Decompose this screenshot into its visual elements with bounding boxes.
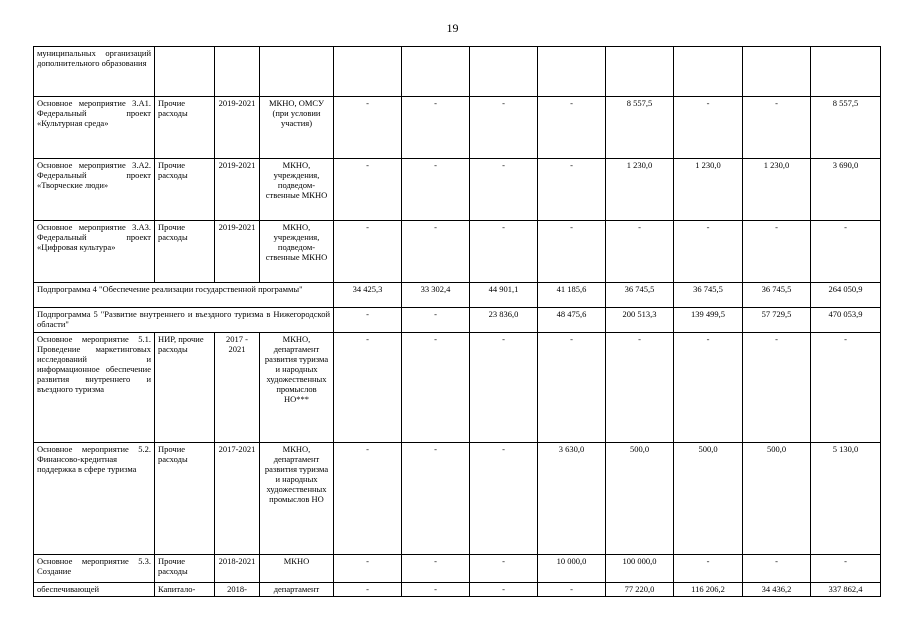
value-cell: 34 436,2 xyxy=(743,583,811,597)
table-body xyxy=(34,47,881,597)
event-title-cell: Основное мероприятие 5.2. Финансово-кредитная поддержка в сфере туризма xyxy=(34,443,155,555)
value-cell: - xyxy=(538,221,606,283)
value-cell: - xyxy=(538,159,606,221)
table-row xyxy=(34,159,881,221)
value-cell: - xyxy=(470,555,538,583)
value-cell xyxy=(334,47,402,97)
value-cell: - xyxy=(470,443,538,555)
value-cell: - xyxy=(402,555,470,583)
value-cell: - xyxy=(743,97,811,159)
expense-type-cell: Прочие расходы xyxy=(155,443,215,555)
value-cell: 48 475,6 xyxy=(538,308,606,333)
value-cell: 1 230,0 xyxy=(606,159,674,221)
subprogram-title-cell: Подпрограмма 4 "Обеспечение реализации государственной программы" xyxy=(34,283,334,308)
value-cell: - xyxy=(674,97,743,159)
value-cell: - xyxy=(470,583,538,597)
value-cell: 36 745,5 xyxy=(606,283,674,308)
value-cell: 139 499,5 xyxy=(674,308,743,333)
value-cell: 500,0 xyxy=(674,443,743,555)
years-cell: 2017 - 2021 xyxy=(215,333,260,443)
value-cell: 1 230,0 xyxy=(743,159,811,221)
value-cell: - xyxy=(334,443,402,555)
event-title-cell: муниципальных организаций дополнительного образования xyxy=(34,47,155,97)
value-cell xyxy=(538,47,606,97)
value-cell: 10 000,0 xyxy=(538,555,606,583)
table-row xyxy=(34,283,881,308)
expense-type-cell: Капитало- xyxy=(155,583,215,597)
executor-cell: МКНО, департамент развития туризма и народных художественных промыслов НО xyxy=(260,443,334,555)
executor-cell: МКНО, департамент развития туризма и народных художественных промыслов НО*** xyxy=(260,333,334,443)
value-cell: 3 690,0 xyxy=(811,159,881,221)
value-cell: - xyxy=(334,308,402,333)
event-title-cell: Основное мероприятие 3.А1. Федеральный проект «Культурная среда» xyxy=(34,97,155,159)
value-cell: 8 557,5 xyxy=(606,97,674,159)
value-cell: - xyxy=(538,583,606,597)
page-number: 19 xyxy=(446,21,459,35)
executor-cell: МКНО, учреждения, подведом-ственные МКНО xyxy=(260,221,334,283)
value-cell: - xyxy=(606,333,674,443)
expense-type-cell: Прочие расходы xyxy=(155,221,215,283)
value-cell: - xyxy=(402,159,470,221)
value-cell: 34 425,3 xyxy=(334,283,402,308)
years-cell xyxy=(215,47,260,97)
table-row xyxy=(34,583,881,597)
value-cell: - xyxy=(334,333,402,443)
expense-type-cell: Прочие расходы xyxy=(155,159,215,221)
value-cell xyxy=(811,47,881,97)
value-cell: - xyxy=(470,221,538,283)
value-cell: 33 302,4 xyxy=(402,283,470,308)
value-cell: - xyxy=(743,555,811,583)
table-row xyxy=(34,221,881,283)
value-cell: 500,0 xyxy=(743,443,811,555)
table-row xyxy=(34,443,881,555)
event-title-cell: Основное мероприятие 3.А3. Федеральный проект «Цифровая культура» xyxy=(34,221,155,283)
expense-type-cell xyxy=(155,47,215,97)
value-cell: - xyxy=(402,443,470,555)
value-cell: - xyxy=(334,221,402,283)
value-cell: - xyxy=(743,333,811,443)
expense-type-cell: Прочие расходы xyxy=(155,555,215,583)
event-title-cell: Основное мероприятие 5.3. Создание xyxy=(34,555,155,583)
years-cell: 2019-2021 xyxy=(215,97,260,159)
subprogram-title-cell: Подпрограмма 5 "Развитие внутреннего и въездного туризма в Нижегородской области" xyxy=(34,308,334,333)
value-cell: 500,0 xyxy=(606,443,674,555)
expense-type-cell: Прочие расходы xyxy=(155,97,215,159)
value-cell: - xyxy=(402,583,470,597)
value-cell: - xyxy=(470,159,538,221)
table-row xyxy=(34,47,881,97)
value-cell: 470 053,9 xyxy=(811,308,881,333)
value-cell: 36 745,5 xyxy=(674,283,743,308)
value-cell: - xyxy=(811,555,881,583)
value-cell: 337 862,4 xyxy=(811,583,881,597)
event-title-cell: Основное мероприятие 5.1. Проведение маркетинговых исследований и информационное обеспечение развития внутреннего и въездного туризма xyxy=(34,333,155,443)
table-row xyxy=(34,97,881,159)
budget-table xyxy=(33,46,881,597)
value-cell: 57 729,5 xyxy=(743,308,811,333)
value-cell: - xyxy=(674,333,743,443)
value-cell: 8 557,5 xyxy=(811,97,881,159)
value-cell: 264 050,9 xyxy=(811,283,881,308)
table-row xyxy=(34,308,881,333)
value-cell: 5 130,0 xyxy=(811,443,881,555)
value-cell: - xyxy=(606,221,674,283)
years-cell: 2019-2021 xyxy=(215,221,260,283)
value-cell: - xyxy=(470,333,538,443)
value-cell: 100 000,0 xyxy=(606,555,674,583)
value-cell: - xyxy=(334,555,402,583)
value-cell: 3 630,0 xyxy=(538,443,606,555)
value-cell: - xyxy=(402,221,470,283)
expense-type-cell: НИР, прочие расходы xyxy=(155,333,215,443)
years-cell: 2019-2021 xyxy=(215,159,260,221)
executor-cell: МКНО, ОМСУ (при условии участия) xyxy=(260,97,334,159)
value-cell: - xyxy=(743,221,811,283)
value-cell xyxy=(606,47,674,97)
value-cell: 1 230,0 xyxy=(674,159,743,221)
executor-cell: департамент xyxy=(260,583,334,597)
value-cell: - xyxy=(811,333,881,443)
value-cell: - xyxy=(538,97,606,159)
value-cell: - xyxy=(470,97,538,159)
value-cell: - xyxy=(674,555,743,583)
value-cell: 200 513,3 xyxy=(606,308,674,333)
executor-cell xyxy=(260,47,334,97)
value-cell: - xyxy=(674,221,743,283)
value-cell: 116 206,2 xyxy=(674,583,743,597)
value-cell xyxy=(470,47,538,97)
table-row xyxy=(34,555,881,583)
value-cell: - xyxy=(334,97,402,159)
value-cell: 36 745,5 xyxy=(743,283,811,308)
value-cell: - xyxy=(334,159,402,221)
years-cell: 2018- xyxy=(215,583,260,597)
value-cell: - xyxy=(402,333,470,443)
executor-cell: МКНО, учреждения, подведом-ственные МКНО xyxy=(260,159,334,221)
value-cell xyxy=(743,47,811,97)
event-title-cell: обеспечивающей xyxy=(34,583,155,597)
years-cell: 2017-2021 xyxy=(215,443,260,555)
value-cell: - xyxy=(538,333,606,443)
table-row xyxy=(34,333,881,443)
value-cell: 77 220,0 xyxy=(606,583,674,597)
value-cell: - xyxy=(402,308,470,333)
value-cell: - xyxy=(811,221,881,283)
years-cell: 2018-2021 xyxy=(215,555,260,583)
value-cell xyxy=(402,47,470,97)
event-title-cell: Основное мероприятие 3.А2. Федеральный проект «Творческие люди» xyxy=(34,159,155,221)
value-cell: - xyxy=(402,97,470,159)
value-cell: 44 901,1 xyxy=(470,283,538,308)
executor-cell: МКНО xyxy=(260,555,334,583)
value-cell xyxy=(674,47,743,97)
value-cell: 23 836,0 xyxy=(470,308,538,333)
value-cell: - xyxy=(334,583,402,597)
value-cell: 41 185,6 xyxy=(538,283,606,308)
